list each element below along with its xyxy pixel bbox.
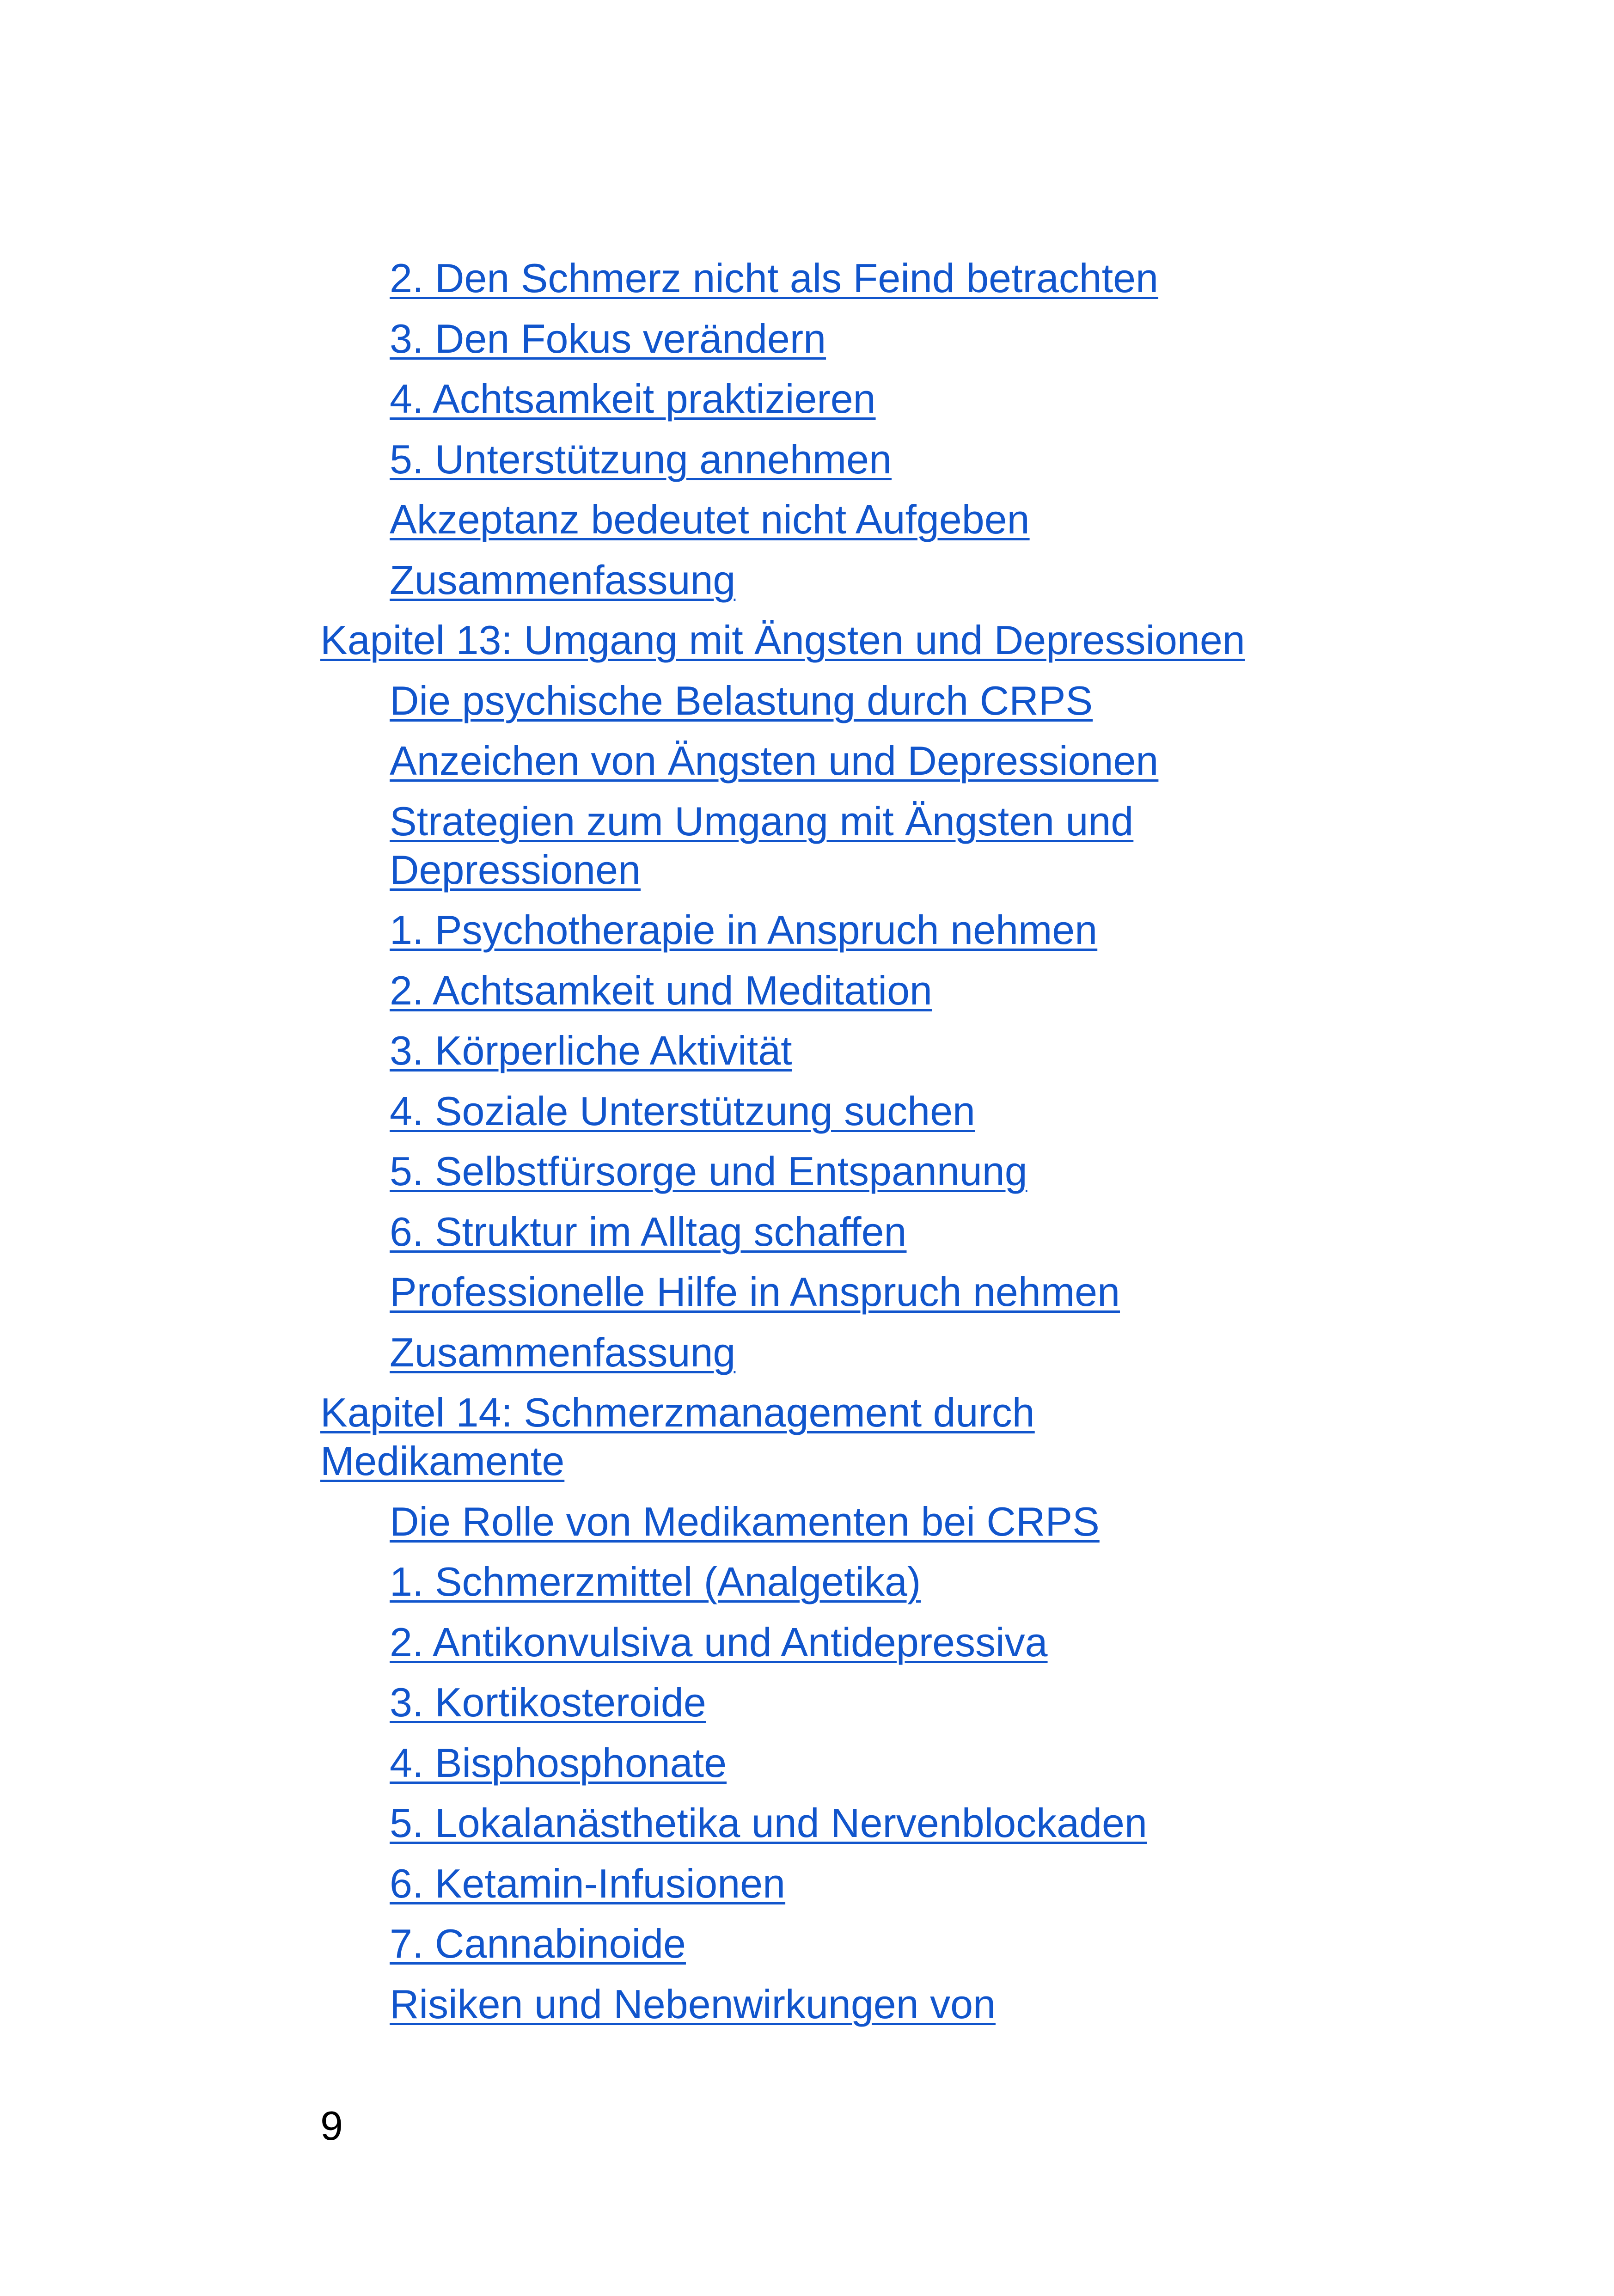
toc-link-entry[interactable]: Die Rolle von Medikamenten bei CRPS	[390, 1499, 1100, 1544]
toc-link-entry[interactable]: 6. Struktur im Alltag schaffen	[390, 1209, 907, 1255]
toc-link-entry[interactable]: 3. Den Fokus verändern	[390, 316, 826, 361]
toc-link-entry[interactable]: Professionelle Hilfe in Anspruch nehmen	[390, 1269, 1120, 1315]
toc-link-entry[interactable]: Zusammenfassung	[390, 1329, 736, 1375]
toc-link-chapter[interactable]: Kapitel 14: Schmerzmanagement durch	[320, 1390, 1035, 1435]
toc-link-entry[interactable]: 2. Den Schmerz nicht als Feind betrachten	[390, 255, 1159, 301]
toc-link-entry[interactable]: Strategien zum Umgang mit Ängsten und	[390, 798, 1134, 844]
toc-link-entry[interactable]: 4. Soziale Unterstützung suchen	[390, 1088, 975, 1134]
toc-link-entry[interactable]: 5. Unterstützung annehmen	[390, 436, 892, 482]
toc-link-entry[interactable]: 2. Achtsamkeit und Meditation	[390, 967, 932, 1013]
toc-link-entry[interactable]: 7. Cannabinoide	[390, 1921, 686, 1966]
toc-link-entry[interactable]: Risiken und Nebenwirkungen von	[390, 1981, 996, 2027]
toc-link-entry[interactable]: Die psychische Belastung durch CRPS	[390, 678, 1093, 723]
toc-link-chapter[interactable]: Medikamente	[320, 1438, 565, 1484]
toc-link-entry[interactable]: 3. Kortikosteroide	[390, 1679, 706, 1725]
toc-link-entry[interactable]: 4. Achtsamkeit praktizieren	[390, 376, 876, 422]
toc-link-entry[interactable]: 1. Schmerzmittel (Analgetika)	[390, 1559, 921, 1604]
toc-link-entry[interactable]: 6. Ketamin-Infusionen	[390, 1861, 786, 1906]
toc-link-entry[interactable]: 5. Selbstfürsorge und Entspannung	[390, 1148, 1027, 1194]
page-number: 9	[320, 2103, 343, 2149]
toc-link-chapter[interactable]: Kapitel 13: Umgang mit Ängsten und Depressionen	[320, 617, 1245, 663]
toc-link-entry[interactable]: 4. Bisphosphonate	[390, 1740, 727, 1786]
toc-link-entry[interactable]: 3. Körperliche Aktivität	[390, 1028, 792, 1073]
toc-link-entry[interactable]: 5. Lokalanästhetika und Nervenblockaden	[390, 1800, 1147, 1846]
toc-link-entry[interactable]: Depressionen	[390, 847, 641, 893]
toc-link-entry[interactable]: 2. Antikonvulsiva und Antidepressiva	[390, 1619, 1048, 1665]
toc-link-entry[interactable]: Akzeptanz bedeutet nicht Aufgeben	[390, 496, 1030, 542]
toc-link-entry[interactable]: 1. Psychotherapie in Anspruch nehmen	[390, 907, 1098, 953]
toc-link-entry[interactable]: Anzeichen von Ängsten und Depressionen	[390, 738, 1159, 784]
toc-link-entry[interactable]: Zusammenfassung	[390, 557, 736, 603]
